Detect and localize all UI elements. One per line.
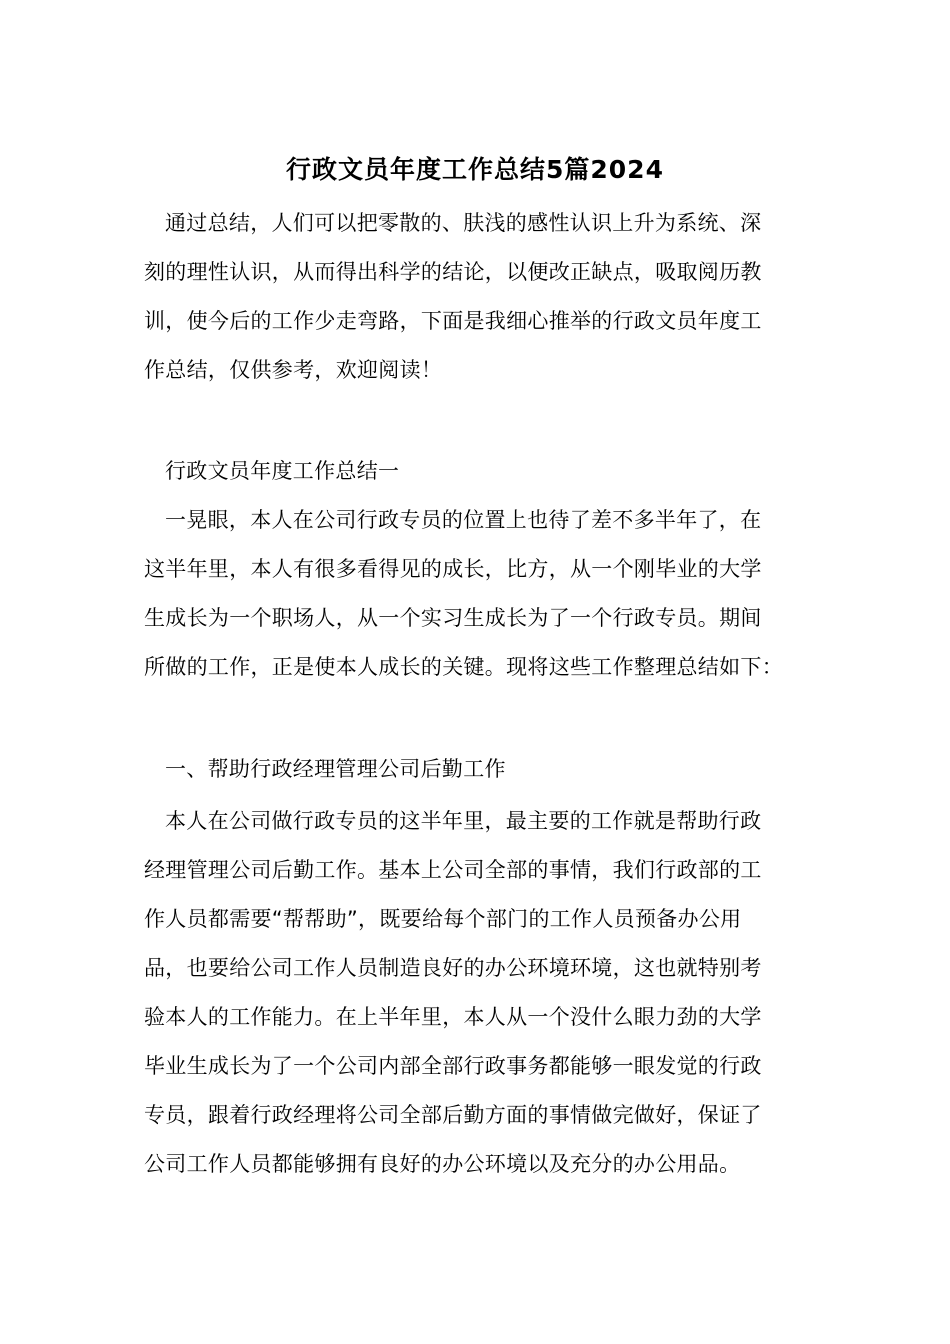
intro-line-3: 训，使今后的工作少走弯路，下面是我细心推举的行政文员年度工 xyxy=(144,309,762,333)
intro-line-4: 作总结，仅供参考，欢迎阅读！ xyxy=(144,358,443,382)
section1-line-2: 这半年里，本人有很多看得见的成长，比方，从一个刚毕业的大学 xyxy=(144,557,762,581)
subsection1-line-1: 本人在公司做行政专员的这半年里，最主要的工作就是帮助行政 xyxy=(165,809,762,833)
subsection-heading-1 xyxy=(144,745,816,794)
subsection1-line-7: 专员，跟着行政经理将公司全部后勤方面的事情做完做好，保证了 xyxy=(144,1103,762,1127)
subsection1-line-5: 验本人的工作能力。在上半年里，本人从一个没什么眼力劲的大学 xyxy=(144,1005,762,1029)
section1-line-3: 生成长为一个职场人，从一个实习生成长为了一个行政专员。期间 xyxy=(144,606,762,630)
section1-line-4: 所做的工作，正是使本人成长的关键。现将这些工作整理总结如下： xyxy=(144,655,783,679)
subsection-title-1: 一、帮助行政经理管理公司后勤工作 xyxy=(165,757,506,781)
section1-line-1: 一晃眼，本人在公司行政专员的位置上也待了差不多半年了，在 xyxy=(165,508,762,532)
section-heading-1 xyxy=(144,447,816,496)
intro-line-1: 通过总结，人们可以把零散的、肤浅的感性认识上升为系统、深 xyxy=(165,211,762,235)
intro-paragraph xyxy=(144,199,816,395)
subsection1-line-8: 公司工作人员都能够拥有良好的办公环境以及充分的办公用品。 xyxy=(144,1152,741,1176)
subsection1-line-3: 作人员都需要“帮帮助”，既要给每个部门的工作人员预备办公用 xyxy=(144,907,742,931)
section-paragraph-1 xyxy=(144,496,816,692)
section-title-1: 行政文员年度工作总结一 xyxy=(165,459,400,483)
subsection1-line-2: 经理管理公司后勤工作。基本上公司全部的事情，我们行政部的工 xyxy=(144,858,762,882)
document-title: 行政文员年度工作总结5篇2024 xyxy=(286,155,664,184)
subsection1-line-6: 毕业生成长为了一个公司内部全部行政事务都能够一眼发觉的行政 xyxy=(144,1054,762,1078)
intro-line-2: 刻的理性认识，从而得出科学的结论，以便改正缺点，吸取阅历教 xyxy=(144,260,762,284)
subsection-paragraph-1 xyxy=(144,797,816,1189)
subsection1-line-4: 品，也要给公司工作人员制造良好的办公环境环境，这也就特别考 xyxy=(144,956,762,980)
